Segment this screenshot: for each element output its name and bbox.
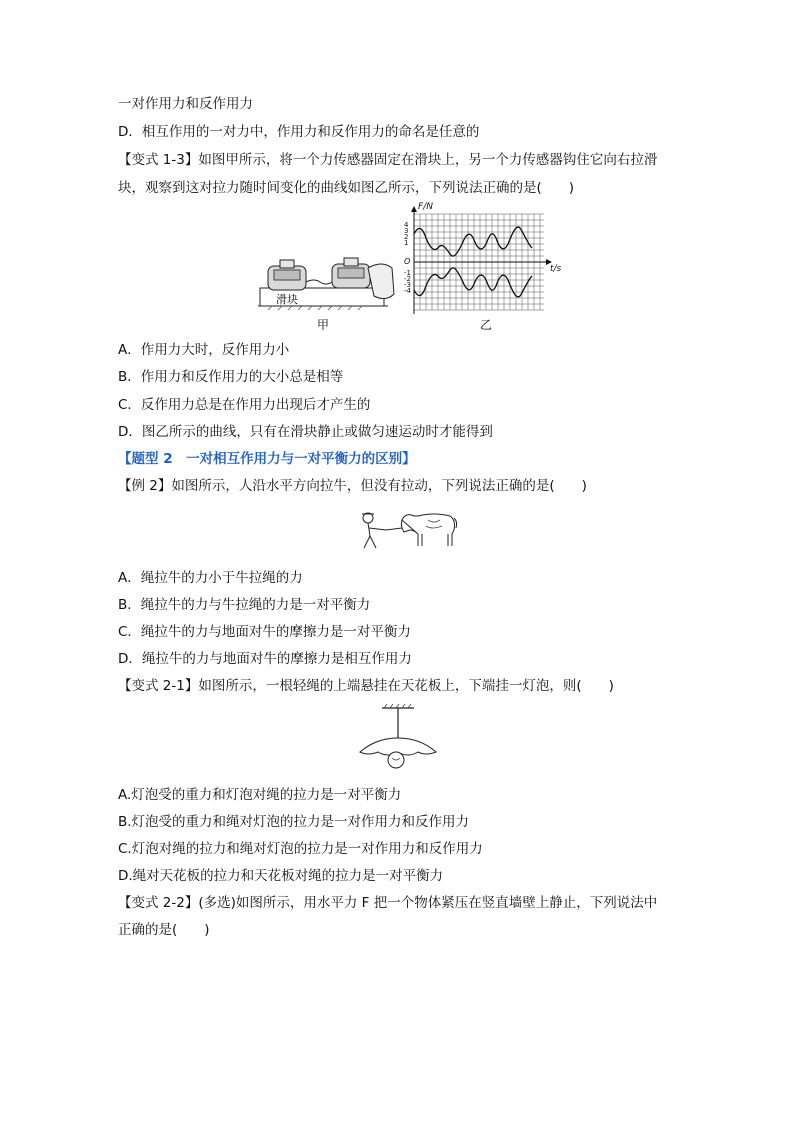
y-tick-label: 3 xyxy=(404,227,409,235)
question-variant-1-3: 【变式 1-3】如图甲所示，将一个力传感器固定在滑块上，另一个力传感器钩住它向右拉滑 xyxy=(118,152,658,168)
y-tick-label: -4 xyxy=(404,287,411,295)
question-variant-2-1: 【变式 2-1】如图所示，一根轻绳的上端悬挂在天花板上，下端挂一灯泡，则( ) xyxy=(118,678,614,694)
force-time-graph xyxy=(404,204,574,316)
figure-jia-caption: 甲 xyxy=(317,318,330,332)
option-b: B．绳拉牛的力与牛拉绳的力是一对平衡力 xyxy=(118,597,371,613)
y-axis-label: F/N xyxy=(418,202,433,212)
question-variant-2-2-cont: 正确的是( ) xyxy=(118,922,210,938)
question-example-2: 【例 2】如图所示，人沿水平方向拉牛，但没有拉动，下列说法正确的是( ) xyxy=(118,478,587,494)
option-d: D．相互作用的一对力中，作用力和反作用力的命名是任意的 xyxy=(118,124,480,140)
option-c: C．绳拉牛的力与地面对牛的摩擦力是一对平衡力 xyxy=(118,624,411,640)
upper-force-curve xyxy=(414,227,532,256)
figure-man-pulling-cow xyxy=(356,504,460,554)
block-label: 滑块 xyxy=(276,293,298,306)
hanging-lamp-illustration xyxy=(356,704,440,774)
y-tick-label: -3 xyxy=(404,281,411,289)
figure-jia xyxy=(258,254,398,316)
lower-force-curve xyxy=(414,268,532,297)
x-axis-label: t/s xyxy=(550,264,562,274)
man-and-cow-illustration xyxy=(356,504,460,554)
option-d: D．图乙所示的曲线，只有在滑块静止或做匀速运动时才能得到 xyxy=(118,424,493,440)
option-c: C．反作用力总是在作用力出现后才产生的 xyxy=(118,397,371,413)
y-tick-label: 4 xyxy=(404,221,409,229)
option-b: B.灯泡受的重力和绳对灯泡的拉力是一对作用力和反作用力 xyxy=(118,814,470,830)
figure-yi-caption: 乙 xyxy=(480,318,493,332)
option-a: A．绳拉牛的力小于牛拉绳的力 xyxy=(118,570,303,586)
question-variant-2-2: 【变式 2-2】(多选)如图所示，用水平力 F 把一个物体紧压在竖直墙壁上静止，下列说法中 xyxy=(118,895,658,911)
option-a: A.灯泡受的重力和灯泡对绳的拉力是一对平衡力 xyxy=(118,787,402,803)
figure-hanging-lamp xyxy=(356,704,440,774)
section-heading-type-2: 【题型 2 一对相互作用力与一对平衡力的区别】 xyxy=(118,451,416,467)
y-tick-label: 2 xyxy=(404,233,409,241)
option-d: D．绳拉牛的力与地面对牛的摩擦力是相互作用力 xyxy=(118,651,412,667)
option-b: B．作用力和反作用力的大小总是相等 xyxy=(118,369,344,385)
origin-label: O xyxy=(404,257,411,266)
option-a: A．作用力大时，反作用力小 xyxy=(118,342,290,358)
text-line-1: 一对作用力和反作用力 xyxy=(118,96,253,112)
figure-yi xyxy=(404,204,574,316)
question-variant-1-3-cont: 块，观察到这对拉力随时间变化的曲线如图乙所示，下列说法正确的是( ) xyxy=(118,180,575,196)
y-tick-label: 1 xyxy=(404,239,409,247)
y-tick-label: -1 xyxy=(404,269,411,277)
option-d: D.绳对天花板的拉力和天花板对绳的拉力是一对平衡力 xyxy=(118,868,444,884)
option-c: C.灯泡对绳的拉力和绳对灯泡的拉力是一对作用力和反作用力 xyxy=(118,841,483,857)
y-tick-label: -2 xyxy=(404,275,411,283)
